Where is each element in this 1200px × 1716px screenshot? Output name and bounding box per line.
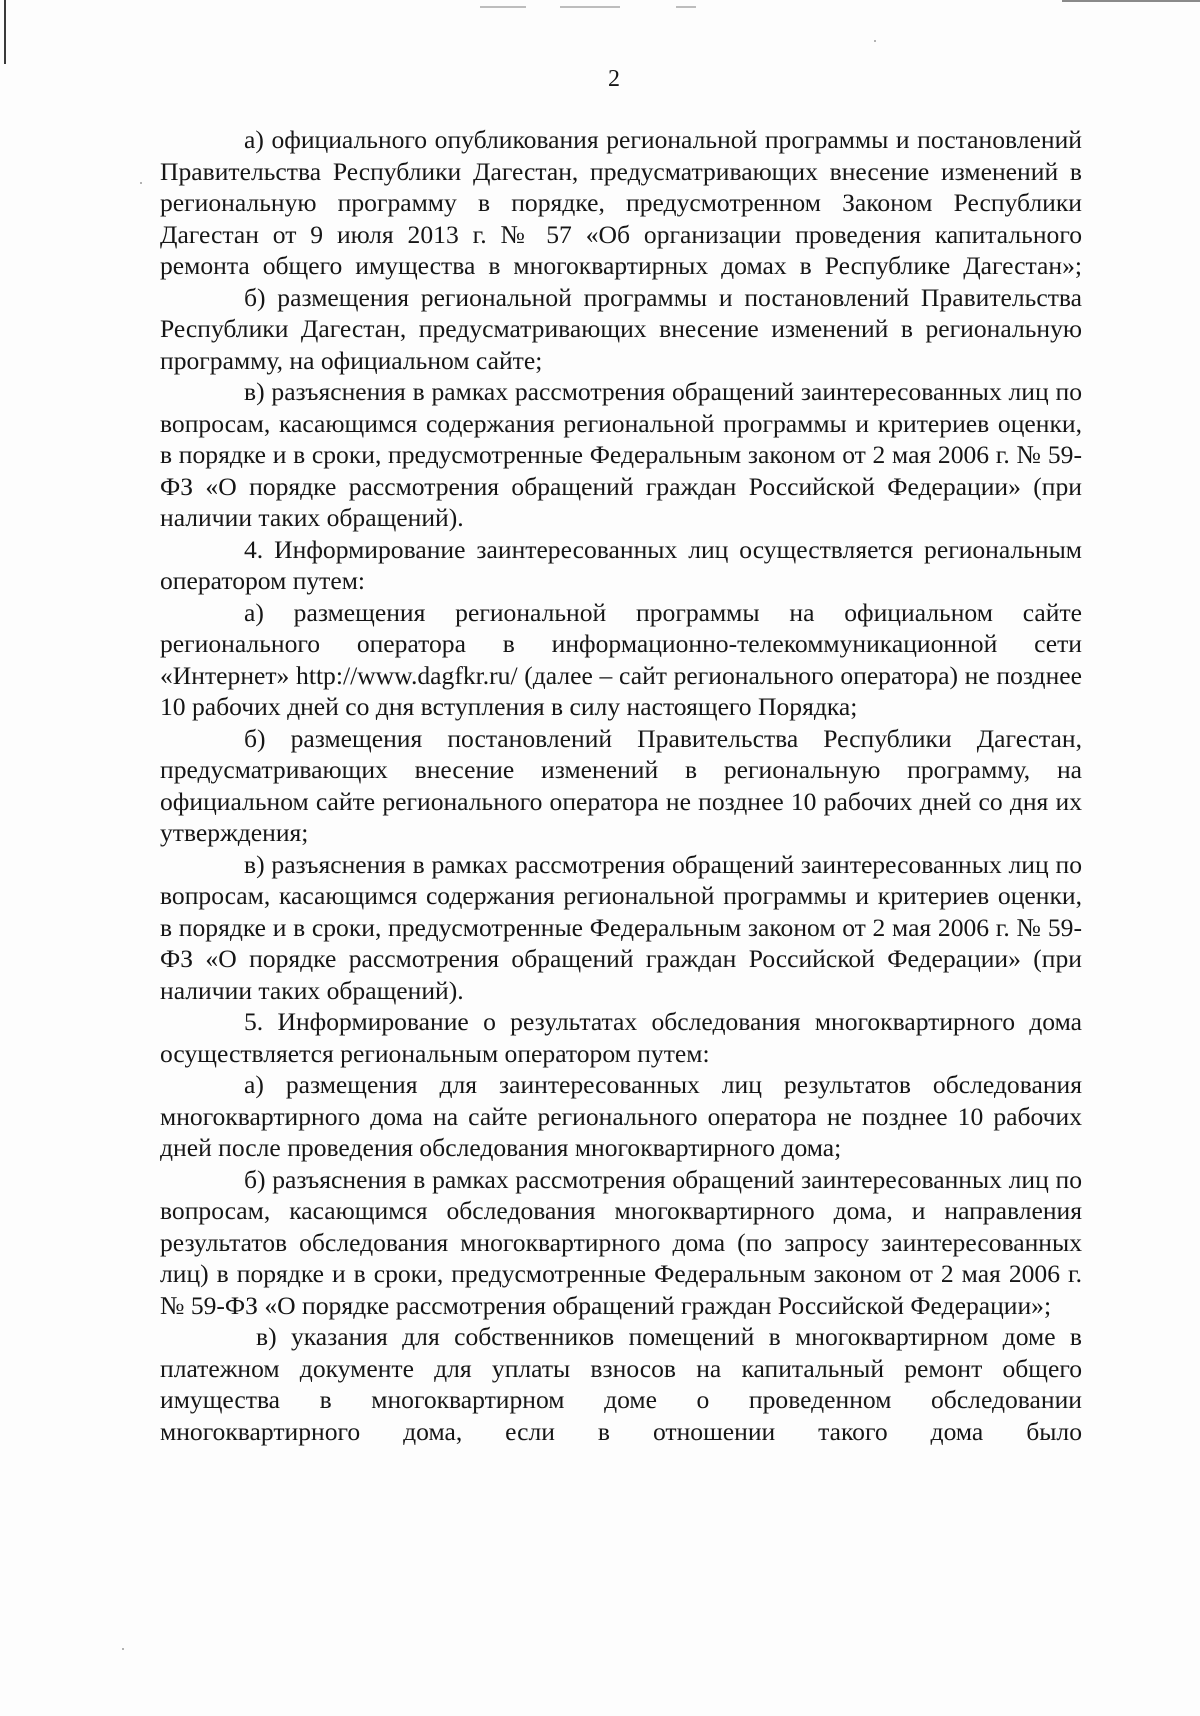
paragraph-4a: а) размещения региональной программы на официальном сайте регионального оператора в информационно-телекоммуникационной сети «Интернет» http://www.dagfkr.ru/ (далее – сайт регионального оператора) не позднее 10 рабочих дней со дня вступления в силу настоящего Порядка; [160, 597, 1082, 721]
scan-edge-mark [1062, 0, 1200, 2]
scan-edge-mark [4, 0, 6, 64]
scan-noise [560, 6, 620, 8]
paragraph-4c: в) разъяснения в рамках рассмотрения обращений заинтересованных лиц по вопросам, касающимся содержания региональной программы и критериев оценки, в порядке и в сроки, предусмотренные Федеральным законом от 2 мая 2006 г. № 59-ФЗ «О порядке рассмотрения обращений граждан Российской Федерации» (при наличии таких обращений). [160, 849, 1082, 1005]
paragraph-5c: в) указания для собственников помещений в многоквартирном доме в платежном документе для уплаты взносов на капитальный ремонт общего имущества в многоквартирном доме о проведенном обследовании многоквартирного дома, если в отношении такого дома было [160, 1322, 1082, 1446]
scan-noise [122, 1648, 124, 1650]
paragraph-5b: б) разъяснения в рамках рассмотрения обращений заинтересованных лиц по вопросам, касающимся обследования многоквартирного дома, и направления результатов обследования многоквартирного дома (по запросу заинтересованных лиц) в порядке и в сроки, предусмотренные Федеральным законом от 2 мая 2006 г. № 59-ФЗ «О порядке рассмотрения обращений граждан Российской Федерации»; [160, 1164, 1082, 1320]
paragraph-4: 4. Информирование заинтересованных лиц осуществляется региональным оператором путем: [160, 534, 1082, 595]
paragraph-5: 5. Информирование о результатах обследования многоквартирного дома осуществляется региональным оператором путем: [160, 1007, 1082, 1068]
scan-noise [140, 182, 142, 184]
paragraph-3c: в) разъяснения в рамках рассмотрения обращений заинтересованных лиц по вопросам, касающимся содержания региональной программы и критериев оценки, в порядке и в сроки, предусмотренные Федеральным законом от 2 мая 2006 г. № 59-ФЗ «О порядке рассмотрения обращений граждан Российской Федерации» (при наличии таких обращений). [160, 377, 1082, 532]
scan-noise [480, 6, 526, 8]
scan-noise [874, 40, 876, 42]
page-number: 2 [608, 66, 620, 92]
paragraph-3b: б) размещения региональной программы и постановлений Правительства Республики Дагестан, предусматривающих внесение изменений в региональную программу, на официальном сайте; [160, 282, 1082, 375]
paragraph-5a: а) размещения для заинтересованных лиц результатов обследования многоквартирного дома на сайте регионального оператора не позднее 10 рабочих дней после проведения обследования многоквартирного дома; [160, 1070, 1082, 1162]
paragraph-3a: а) официального опубликования региональной программы и постановлений Правительства Республики Дагестан, предусматривающих внесение изменений в региональную программу в порядке, предусмотренном Законом Республики Дагестан от 9 июля 2013 г. № 57 «Об организации проведения капитального ремонта общего имущества в многоквартирных домах в Республике Дагестан»; [160, 125, 1082, 280]
document-body [160, 124, 1082, 1447]
paragraph-4b: б) размещения постановлений Правительства Республики Дагестан, предусматривающих внесение изменений в региональную программу, на официальном сайте регионального оператора не позднее 10 рабочих дней со дня их утверждения; [160, 723, 1082, 847]
scan-noise [676, 6, 696, 8]
